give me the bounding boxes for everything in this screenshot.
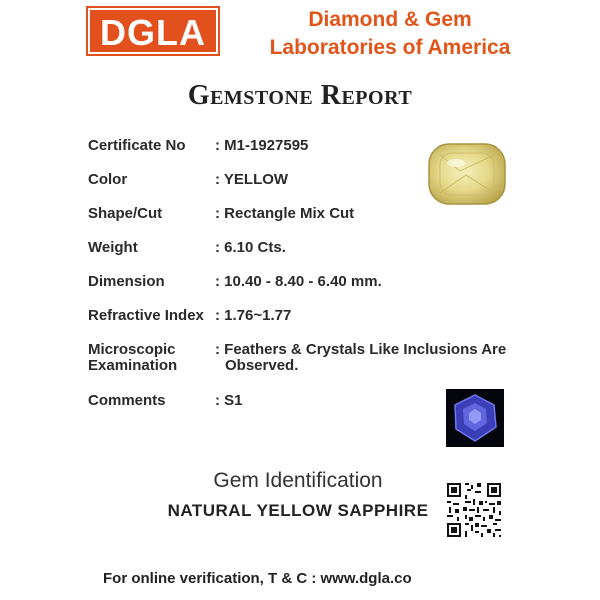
gem-identification-heading: Gem Identification: [213, 469, 383, 492]
uv-fluorescence-photo: [446, 389, 504, 447]
field-label: Color: [88, 171, 128, 188]
comments-value: : S1: [215, 392, 243, 409]
dgla-logo: [86, 6, 220, 56]
dimension-value: : 10.40 - 8.40 - 6.40 mm.: [215, 273, 382, 290]
lab-name-line2: Laboratories of America: [269, 36, 511, 59]
field-label: Comments: [88, 392, 166, 409]
microscopic-value: [215, 342, 515, 374]
field-label: Refractive Index: [88, 307, 204, 324]
weight-value: : 6.10 Cts.: [215, 239, 286, 256]
svg-text:DGLA: DGLA: [100, 12, 206, 53]
gemstone-photo: [426, 141, 508, 207]
value-line: Observed.: [225, 357, 299, 374]
color-value: : YELLOW: [215, 171, 289, 188]
report-title: Gemstone Report: [187, 80, 413, 111]
label-line: Microscopic: [88, 341, 176, 358]
field-label: Shape/Cut: [88, 205, 163, 222]
qr-code[interactable]: [445, 481, 503, 539]
laboratory-name: [240, 6, 540, 62]
refractive-index-value: : 1.76~1.77: [215, 307, 292, 324]
lab-name-line1: Diamond & Gem: [308, 8, 472, 31]
field-label: Weight: [88, 239, 138, 256]
certificate-number: : M1-1927595: [215, 137, 309, 154]
label-line: Examination: [88, 357, 178, 374]
value-line: : Feathers & Crystals Like Inclusions Are: [215, 341, 507, 358]
shape-value: : Rectangle Mix Cut: [215, 205, 355, 222]
online-verification-note: For online verification, T & C : www.dgla.co: [103, 570, 412, 587]
gem-identification-result: NATURAL YELLOW SAPPHIRE: [167, 501, 429, 520]
field-label: [88, 342, 218, 374]
field-label: Dimension: [88, 273, 165, 290]
field-label: Certificate No: [88, 137, 186, 154]
